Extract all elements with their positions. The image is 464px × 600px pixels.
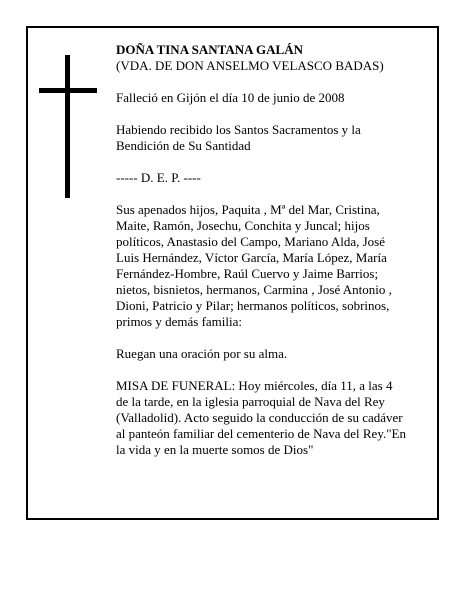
sacraments-paragraph: Habiendo recibido los Santos Sacramentos y la Bendición de Su Santidad bbox=[116, 122, 361, 153]
obituary-text bbox=[116, 42, 428, 474]
deceased-name: DOÑA TINA SANTANA GALÁN bbox=[116, 42, 303, 57]
rip-line: ----- D. E. P. ---- bbox=[116, 170, 201, 185]
widow-of-line: (VDA. DE DON ANSELMO VELASCO BADAS) bbox=[116, 58, 384, 73]
mourners-paragraph: Sus apenados hijos, Paquita , Mª del Mar, Cristina, Maite, Ramón, Josechu, Conchita y Juncal; hijos políticos, Anastasio del Campo, Mariano Alda, José Luis Hernández, Víctor García, María López, María Fernández-Hombre, Raúl Cuervo y Jaime Barrios; nietos, bisnietos, hermanos, Carmina , José Antonio , Dioni, Patricio y Pilar; hermanos políticos, sobrinos, primos y demás familia: bbox=[116, 202, 392, 329]
cross-icon bbox=[39, 55, 99, 198]
death-announcement: Falleció en Gijón el día 10 de junio de 2008 bbox=[116, 90, 345, 105]
cross-vertical-bar bbox=[65, 55, 70, 198]
funeral-details: MISA DE FUNERAL: Hoy miércoles, día 11, a las 4 de la tarde, en la iglesia parroquial de Nava del Rey (Valladolid). Acto seguido la conducción de su cadáver al panteón familiar del cementerio de Nava del Rey."En la vida y en la muerte somos de Dios" bbox=[116, 378, 406, 457]
cross-horizontal-bar bbox=[39, 88, 97, 93]
prayer-request: Ruegan una oración por su alma. bbox=[116, 346, 288, 361]
obituary-notice bbox=[26, 26, 439, 520]
